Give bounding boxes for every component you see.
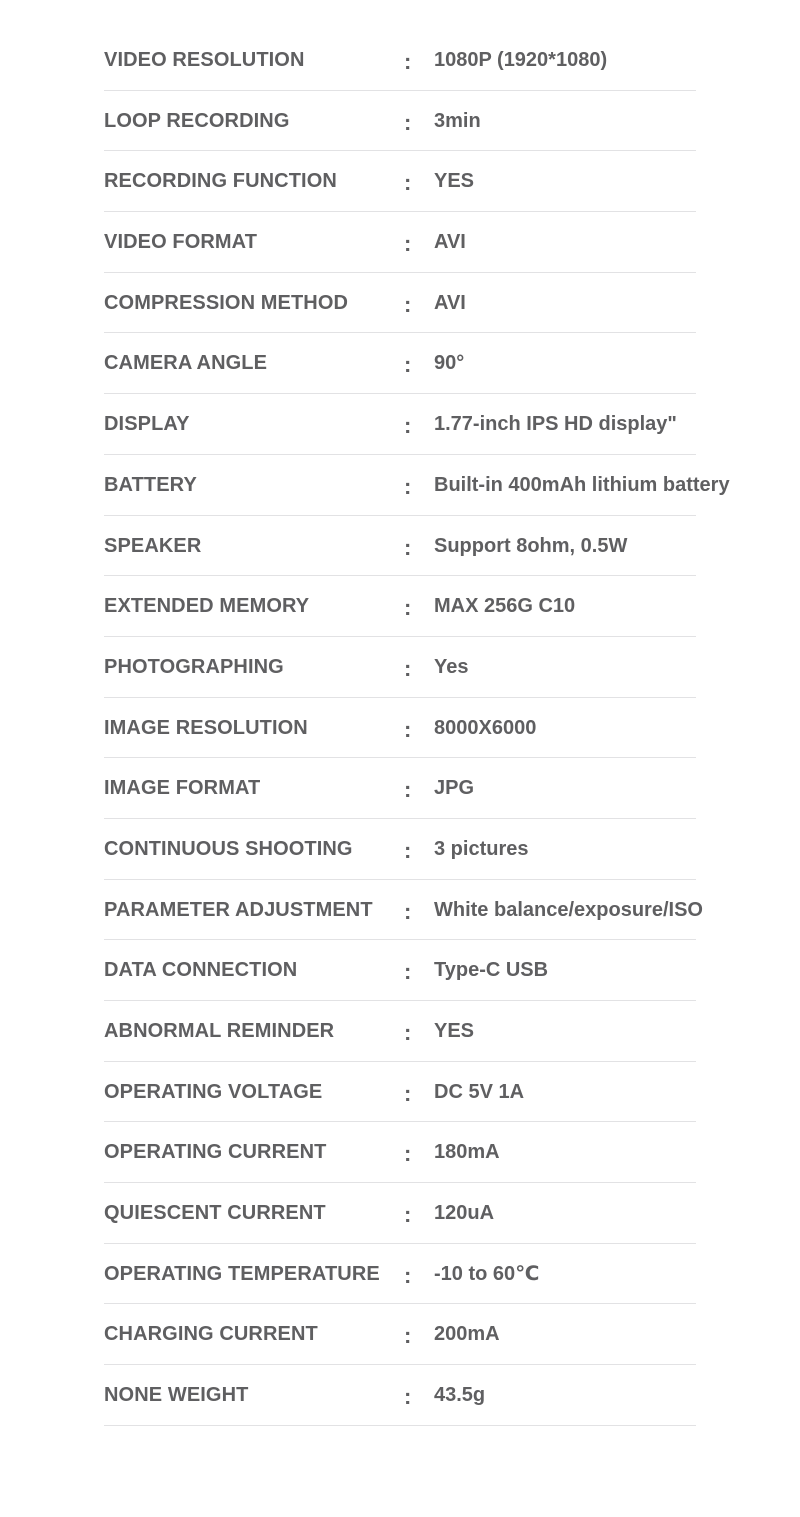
spec-separator: : [404, 352, 412, 378]
spec-row [104, 273, 696, 334]
spec-label: COMPRESSION METHOD [104, 291, 349, 314]
spec-value: 180mA [434, 1141, 500, 1164]
spec-row [104, 30, 696, 91]
spec-row [104, 333, 696, 394]
spec-value: Yes [434, 655, 469, 678]
spec-separator: : [404, 837, 412, 863]
spec-row [104, 1365, 696, 1426]
spec-row [104, 516, 696, 577]
spec-label: SPEAKER [104, 534, 202, 557]
spec-value: 3 pictures [434, 837, 529, 860]
spec-separator: : [404, 1202, 412, 1228]
spec-label: DATA CONNECTION [104, 959, 298, 982]
spec-separator: : [404, 716, 412, 742]
spec-separator: : [404, 1323, 412, 1349]
spec-row [104, 1122, 696, 1183]
spec-value: White balance/exposure/ISO [434, 898, 703, 921]
spec-label: PARAMETER ADJUSTMENT [104, 898, 373, 921]
spec-table [104, 30, 730, 1426]
spec-row [104, 576, 696, 637]
spec-row [104, 1062, 696, 1123]
spec-value: AVI [434, 231, 466, 254]
spec-value: YES [434, 1020, 475, 1042]
spec-row [104, 880, 703, 941]
spec-value: DC 5V 1A [434, 1080, 525, 1103]
spec-row [104, 151, 696, 212]
spec-value: -10 to 60℃ [434, 1262, 540, 1285]
spec-label: IMAGE FORMAT [104, 777, 261, 800]
spec-label: QUIESCENT CURRENT [104, 1202, 326, 1225]
spec-separator: : [404, 1020, 412, 1045]
spec-value: 200mA [434, 1323, 500, 1346]
spec-label: VIDEO FORMAT [104, 231, 258, 254]
spec-separator: : [404, 291, 412, 317]
spec-row [104, 1304, 696, 1365]
spec-value: AVI [434, 291, 466, 314]
spec-separator: : [404, 959, 412, 985]
spec-separator: : [404, 898, 412, 924]
spec-separator: : [404, 534, 412, 560]
spec-value: 8000X6000 [434, 716, 537, 739]
spec-label: OPERATING CURRENT [104, 1141, 327, 1164]
spec-value: YES [434, 170, 475, 193]
spec-separator: : [404, 777, 412, 803]
spec-label: NONE WEIGHT [104, 1384, 249, 1407]
spec-row [104, 698, 696, 759]
spec-label: LOOP RECORDING [104, 109, 290, 132]
spec-value: MAX 256G C10 [434, 595, 576, 618]
spec-label: IMAGE RESOLUTION [104, 716, 308, 739]
spec-value: 1.77-inch IPS HD display" [434, 413, 677, 436]
spec-value: Support 8ohm, 0.5W [434, 534, 628, 557]
spec-row [104, 212, 696, 273]
spec-label: RECORDING FUNCTION [104, 170, 337, 193]
spec-label: CAMERA ANGLE [104, 352, 268, 375]
spec-value: 43.5g [434, 1384, 486, 1407]
spec-label: VIDEO RESOLUTION [104, 49, 305, 71]
spec-row [104, 394, 696, 455]
spec-label: CHARGING CURRENT [104, 1323, 318, 1346]
spec-row [104, 455, 730, 516]
spec-separator: : [404, 1080, 412, 1106]
spec-separator: : [404, 170, 412, 196]
spec-row [104, 758, 696, 819]
spec-row [104, 1183, 696, 1244]
spec-label: CONTINUOUS SHOOTING [104, 837, 353, 860]
spec-separator: : [404, 231, 412, 257]
spec-value: Type-C USB [434, 959, 549, 982]
spec-separator: : [404, 655, 412, 681]
spec-separator: : [404, 49, 412, 74]
spec-label: OPERATING VOLTAGE [104, 1080, 323, 1103]
spec-row [104, 1244, 696, 1305]
spec-row [104, 1001, 696, 1062]
spec-label: OPERATING TEMPERATURE [104, 1262, 380, 1285]
spec-separator: : [404, 1141, 412, 1167]
spec-label: PHOTOGRAPHING [104, 655, 284, 678]
spec-row [104, 940, 696, 1001]
spec-separator: : [404, 595, 412, 621]
spec-value: 120uA [434, 1202, 495, 1225]
spec-row [104, 819, 696, 880]
spec-label: BATTERY [104, 473, 197, 496]
spec-row [104, 637, 696, 698]
spec-value: JPG [434, 777, 475, 800]
spec-label: ABNORMAL REMINDER [104, 1020, 335, 1042]
spec-value: 1080P (1920*1080) [434, 49, 608, 71]
spec-separator: : [404, 473, 412, 499]
spec-row [104, 91, 696, 152]
spec-value: 90° [434, 352, 465, 375]
spec-separator: : [404, 1384, 412, 1410]
spec-separator: : [404, 413, 412, 439]
spec-label: DISPLAY [104, 413, 190, 436]
spec-separator: : [404, 109, 412, 135]
spec-label: EXTENDED MEMORY [104, 595, 310, 618]
spec-separator: : [404, 1262, 412, 1288]
spec-value: Built-in 400mAh lithium battery [434, 473, 730, 496]
spec-value: 3min [434, 109, 481, 132]
